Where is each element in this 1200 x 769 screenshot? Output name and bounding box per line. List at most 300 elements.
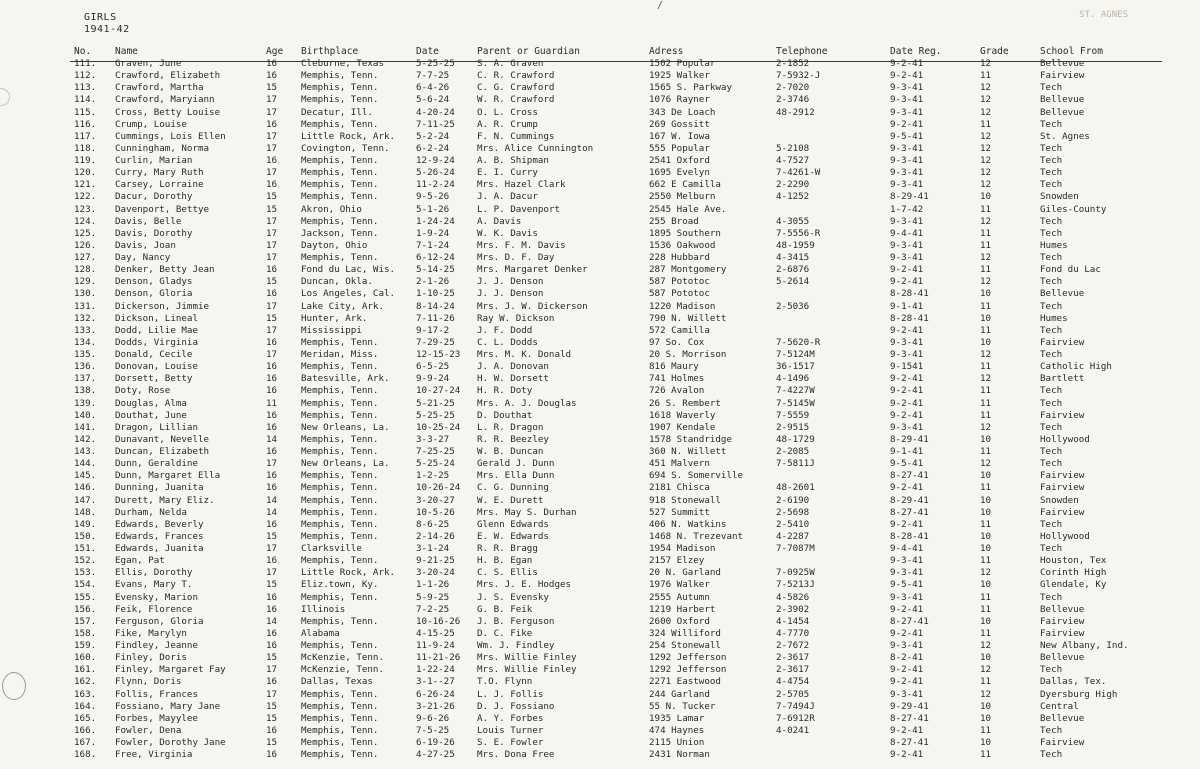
cell-school-from: Fairview [1040,470,1085,482]
cell-birth-date: 7-25-25 [416,446,455,457]
cell-name: Dorsett, Betty [115,373,193,385]
cell-birth-date: 8-14-24 [416,300,455,312]
cell-age: 17 [266,142,278,154]
cell-birth-date: 5-25-25 [416,409,455,421]
cell-age: 15 [266,82,278,94]
cell-name: Dacur, Dorothy [115,191,193,203]
cell-birth-date: 4-27-25 [416,749,455,761]
cell-birth-date: 7-29-25 [416,336,455,348]
cell-birthplace: Memphis, Tenn. [301,252,379,263]
cell-telephone: 2-7020 [776,82,810,94]
cell-parent: Wm. J. Findley [477,640,555,651]
cell-address: 2545 Hale Ave. [649,203,727,215]
cell-number: 164. [74,700,97,712]
cell-name: Findley, Jeanne [115,640,198,651]
cell-address: 1618 Waverly [649,409,716,421]
cell-school-from: Fairview [1040,70,1085,82]
cell-birthplace: Fond du Lac, Wis. [301,264,396,276]
cell-name: Dunn, Margaret Ella [115,470,221,482]
cell-name: Dragon, Lillian [115,421,198,433]
cell-telephone: 4-1496 [776,373,810,385]
cell-grade: 12 [980,82,992,94]
cell-address: 255 Broad [649,215,699,227]
cell-address: 1502 Popular [649,58,716,69]
cell-number: 121. [74,179,97,191]
cell-birth-date: 7-5-25 [416,724,450,736]
cell-birthplace: Memphis, Tenn. [301,385,379,397]
cell-age: 15 [266,700,278,712]
cell-age: 17 [266,688,278,700]
cell-school-from: Tech [1040,421,1063,433]
cell-grade: 10 [980,288,992,300]
table-row [0,325,1200,337]
cell-telephone: 4-1454 [776,615,810,627]
cell-birthplace: Memphis, Tenn. [301,361,379,373]
cell-name: Crump, Louise [115,118,187,130]
cell-number: 168. [74,749,97,761]
cell-address: 1578 Standridge [649,433,732,445]
cell-grade: 11 [980,409,992,421]
cell-grade: 10 [980,336,992,348]
cell-grade: 11 [980,70,992,82]
cell-grade: 11 [980,300,992,312]
cell-age: 11 [266,397,278,409]
cell-parent: Glenn Edwards [477,518,549,530]
cell-telephone: 4-7527 [776,155,810,166]
cell-school-from: Humes [1040,312,1068,324]
cell-age: 16 [266,58,278,69]
cell-birth-date: 11-21-26 [416,652,461,664]
cell-date-reg: 8-28-41 [890,530,929,542]
cell-birthplace: Illinois [301,603,346,615]
cell-parent: Mrs. Ella Dunn [477,470,555,482]
cell-date-reg: 9-3-41 [890,155,924,166]
cell-name: Crawford, Maryiann [115,94,215,106]
cell-birthplace: Hunter, Ark. [301,312,368,324]
cell-date-reg: 9-5-41 [890,579,924,591]
cell-birthplace: Los Angeles, Cal. [301,288,396,300]
cell-birthplace: Memphis, Tenn. [301,179,379,191]
cell-address: 726 Avalon [649,385,705,397]
cell-birthplace: Memphis, Tenn. [301,518,379,530]
cell-age: 16 [266,264,278,276]
cell-birth-date: 3-1--27 [416,676,455,688]
table-row [0,361,1200,373]
cell-birthplace: Memphis, Tenn. [301,409,379,421]
cell-telephone: 2-6876 [776,264,810,276]
cell-school-from: Tech [1040,118,1063,130]
cell-birth-date: 1-10-25 [416,288,455,300]
table-row [0,216,1200,228]
cell-address: 527 Summitt [649,506,710,518]
cell-number: 113. [74,82,97,94]
cell-grade: 10 [980,579,992,591]
cell-name: Graven, June [115,58,182,69]
cell-date-reg: 9-2-41 [890,373,924,385]
cell-name: Cross, Betty Louise [115,106,221,118]
cell-name: Edwards, Beverly [115,518,204,530]
cell-age: 17 [266,324,278,336]
cell-number: 153. [74,567,97,579]
cell-birthplace: Memphis, Tenn. [301,506,379,518]
cell-date-reg: 9-3-41 [890,82,924,94]
cell-grade: 11 [980,749,992,761]
cell-parent: H. R. Doty [477,385,533,397]
cell-school-from: Bellevue [1040,603,1085,615]
cell-telephone: 2-5410 [776,518,810,530]
table-row [0,531,1200,543]
cell-parent: T.O. Flynn [477,676,533,688]
cell-parent: H. W. Dorsett [477,373,549,385]
cell-name: Evans, Mary T. [115,579,193,591]
cell-address: 97 So. Cox [649,336,705,348]
cell-date-reg: 9-3-41 [890,252,924,263]
cell-parent: S. E. Fowler [477,737,544,748]
cell-school-from: Tech [1040,276,1063,288]
cell-name: Durett, Mary Eliz. [115,494,215,506]
cell-birthplace: Memphis, Tenn. [301,530,379,542]
cell-date-reg: 8-27-41 [890,506,929,518]
cell-birth-date: 6-2-24 [416,142,450,154]
cell-number: 129. [74,276,97,288]
cell-telephone: 7-5620-R [776,336,821,348]
cell-birth-date: 9-21-25 [416,555,455,567]
cell-address: 474 Haynes [649,724,705,736]
cell-birthplace: Memphis, Tenn. [301,155,379,166]
cell-grade: 11 [980,361,992,373]
cell-grade: 12 [980,373,992,385]
table-row [0,725,1200,737]
cell-telephone: 7-5811J [776,458,815,470]
table-row [0,495,1200,507]
cell-birthplace: Memphis, Tenn. [301,700,379,712]
cell-parent: Mrs. J. W. Dickerson [477,300,588,312]
cell-number: 157. [74,615,97,627]
cell-grade: 10 [980,494,992,506]
table-row [0,313,1200,325]
cell-school-from: Tech [1040,518,1063,530]
cell-address: 20 N. Garland [649,567,721,579]
cell-parent: C. R. Crawford [477,70,555,82]
cell-address: 343 De Loach [649,106,716,118]
cell-birthplace: Batesville, Ark. [301,373,390,385]
table-row [0,640,1200,652]
cell-school-from: Snowden [1040,494,1079,506]
col-header-name: Name [115,46,138,57]
table-row [0,131,1200,143]
cell-date-reg: 9-3-41 [890,336,924,348]
cell-parent: A. R. Crump [477,118,538,130]
cell-birthplace: Memphis, Tenn. [301,336,379,348]
cell-birth-date: 5-1-26 [416,203,450,215]
cell-age: 16 [266,288,278,300]
cell-date-reg: 9-1-41 [890,300,924,312]
cell-parent: D. J. Fossiano [477,700,555,712]
cell-birthplace: Covington, Tenn. [301,142,390,154]
cell-age: 15 [266,530,278,542]
cell-name: Dodds, Virginia [115,336,198,348]
cell-birthplace: Jackson, Tenn. [301,227,379,239]
cell-grade: 12 [980,276,992,288]
cell-telephone: 48-2601 [776,482,815,494]
table-row [0,191,1200,203]
cell-age: 16 [266,676,278,688]
col-header-date-reg: Date Reg. [890,46,942,57]
cell-grade: 11 [980,227,992,239]
cell-parent: Mrs. A. J. Douglas [477,397,577,409]
cell-name: Davenport, Bettye [115,203,210,215]
cell-date-reg: 9-3-41 [890,349,924,360]
cell-name: Edwards, Frances [115,530,204,542]
cell-date-reg: 8-29-41 [890,191,929,203]
cell-age: 15 [266,203,278,215]
cell-name: Feik, Florence [115,603,193,615]
cell-address: 2600 Oxford [649,615,710,627]
col-header-school-from: School From [1040,46,1103,57]
cell-date-reg: 9-2-41 [890,749,924,761]
cell-date-reg: 9-2-41 [890,627,924,639]
cell-telephone: 2-5698 [776,506,810,518]
cell-telephone: 7-6912R [776,712,815,724]
table-row [0,410,1200,422]
cell-age: 16 [266,640,278,651]
cell-number: 156. [74,603,97,615]
cell-grade: 12 [980,421,992,433]
table-row [0,689,1200,701]
cell-date-reg: 9-2-41 [890,385,924,397]
cell-address: 1565 S. Parkway [649,82,732,94]
cell-age: 17 [266,215,278,227]
cell-grade: 12 [980,130,992,142]
cell-parent: W. E. Durett [477,494,544,506]
cell-date-reg: 8-2-41 [890,652,924,664]
cell-grade: 11 [980,676,992,688]
cell-birth-date: 4-20-24 [416,106,455,118]
cell-age: 17 [266,106,278,118]
cell-birthplace: Duncan, Okla. [301,276,373,288]
cell-name: Dunn, Geraldine [115,458,198,470]
cell-telephone: 2-2290 [776,179,810,191]
cell-telephone: 4-0241 [776,724,810,736]
cell-name: Davis, Joan [115,239,176,251]
cell-date-reg: 9-1-41 [890,446,924,457]
cell-address: 572 Camilla [649,324,710,336]
cell-birth-date: 7-11-25 [416,118,455,130]
cell-birthplace: Memphis, Tenn. [301,749,379,761]
table-row [0,349,1200,361]
cell-grade: 12 [980,458,992,470]
cell-grade: 10 [980,652,992,664]
cell-age: 16 [266,409,278,421]
cell-grade: 10 [980,506,992,518]
cell-grade: 11 [980,627,992,639]
cell-number: 150. [74,530,97,542]
table-row [0,143,1200,155]
cell-name: Crawford, Martha [115,82,204,94]
cell-school-from: Bartlett [1040,373,1085,385]
table-row [0,301,1200,313]
table-row [0,252,1200,264]
cell-telephone: 4-3415 [776,252,810,263]
cell-address: 269 Gossitt [649,118,710,130]
cell-birthplace: Memphis, Tenn. [301,737,379,748]
cell-grade: 10 [980,433,992,445]
cell-name: Carsey, Lorraine [115,179,204,191]
cell-name: Finley, Doris [115,652,187,664]
cell-number: 167. [74,737,97,748]
cell-age: 16 [266,70,278,82]
cell-number: 165. [74,712,97,724]
cell-address: 790 N. Willett [649,312,727,324]
cell-number: 139. [74,397,97,409]
cell-date-reg: 9-2-41 [890,482,924,494]
cell-birthplace: Memphis, Tenn. [301,688,379,700]
cell-birth-date: 6-19-26 [416,737,455,748]
cell-address: 1536 Oakwood [649,239,716,251]
cell-age: 14 [266,506,278,518]
cell-grade: 12 [980,640,992,651]
cell-name: Donovan, Louise [115,361,198,373]
cell-birth-date: 10-25-24 [416,421,461,433]
cell-date-reg: 8-27-41 [890,712,929,724]
cell-school-from: Houston, Tex [1040,555,1107,567]
cell-school-from: Hollywood [1040,530,1090,542]
cell-telephone: 4-5826 [776,591,810,603]
cell-address: 2541 Oxford [649,155,710,166]
cell-address: 2115 Union [649,737,705,748]
cell-telephone: 4-3055 [776,215,810,227]
cell-address: 1925 Walker [649,70,710,82]
cell-number: 160. [74,652,97,664]
cell-number: 158. [74,627,97,639]
cell-grade: 10 [980,615,992,627]
cell-parent: R. R. Bragg [477,543,538,554]
cell-grade: 10 [980,530,992,542]
table-row [0,676,1200,688]
cell-name: Douthat, June [115,409,187,421]
cell-date-reg: 9-2-41 [890,518,924,530]
cell-birth-date: 3-20-24 [416,567,455,579]
cell-parent: C. S. Ellis [477,567,538,579]
cell-name: Free, Virginia [115,749,193,761]
cell-birthplace: Memphis, Tenn. [301,167,379,179]
student-table [0,58,1200,761]
table-row [0,82,1200,94]
cell-age: 17 [266,458,278,470]
cell-age: 16 [266,385,278,397]
cell-number: 162. [74,676,97,688]
cell-school-from: Tech [1040,591,1063,603]
cell-grade: 12 [980,94,992,106]
cell-birth-date: 10-26-24 [416,482,461,494]
cell-school-from: Fairview [1040,615,1085,627]
cell-name: Davis, Dorothy [115,227,193,239]
cell-school-from: Tech [1040,385,1063,397]
cell-age: 14 [266,433,278,445]
cell-date-reg: 9-2-41 [890,264,924,276]
cell-school-from: Tech [1040,749,1063,761]
cell-number: 148. [74,506,97,518]
cell-birth-date: 3-20-27 [416,494,455,506]
cell-name: Durham, Nelda [115,506,187,518]
cell-grade: 12 [980,252,992,263]
cell-age: 16 [266,118,278,130]
cell-school-from: Tech [1040,397,1063,409]
cell-name: Finley, Margaret Fay [115,664,226,676]
table-row [0,70,1200,82]
cell-telephone: 4-7770 [776,627,810,639]
table-row [0,507,1200,519]
cell-birth-date: 11-2-24 [416,179,455,191]
cell-telephone: 48-2912 [776,106,815,118]
cell-birthplace: Memphis, Tenn. [301,555,379,567]
cell-address: 244 Garland [649,688,710,700]
cell-parent: R. R. Beezley [477,433,549,445]
cell-age: 17 [266,664,278,676]
cell-parent: A. Davis [477,215,522,227]
cell-school-from: New Albany, Ind. [1040,640,1129,651]
cell-address: 2157 Elzey [649,555,705,567]
cell-grade: 12 [980,58,992,69]
cell-school-from: Fairview [1040,336,1085,348]
cell-telephone: 7-7494J [776,700,815,712]
cell-grade: 11 [980,324,992,336]
cell-parent: Mrs. Margaret Denker [477,264,588,276]
cell-grade: 11 [980,203,992,215]
cell-birth-date: 9-9-24 [416,373,450,385]
table-row [0,385,1200,397]
col-header-address: Adress [649,46,684,57]
cell-age: 14 [266,615,278,627]
cell-number: 155. [74,591,97,603]
table-row [0,664,1200,676]
cell-parent: J. A. Donovan [477,361,549,373]
cell-age: 17 [266,252,278,263]
cell-number: 146. [74,482,97,494]
cell-age: 17 [266,227,278,239]
cell-grade: 10 [980,700,992,712]
table-row [0,713,1200,725]
table-row [0,204,1200,216]
cell-address: 1292 Jefferson [649,652,727,664]
cell-name: Evensky, Marion [115,591,198,603]
cell-age: 17 [266,239,278,251]
cell-parent: Mrs. Willie Finley [477,652,577,664]
cell-address: 167 W. Iowa [649,130,710,142]
cell-parent: O. L. Cross [477,106,538,118]
cell-grade: 11 [980,264,992,276]
cell-school-from: Snowden [1040,191,1079,203]
cell-parent: C. G. Crawford [477,82,555,94]
cell-number: 142. [74,433,97,445]
table-row [0,119,1200,131]
cell-date-reg: 8-27-41 [890,470,929,482]
cell-age: 15 [266,579,278,591]
cell-parent: J. B. Ferguson [477,615,555,627]
cell-birth-date: 10-5-26 [416,506,455,518]
cell-birthplace: Memphis, Tenn. [301,615,379,627]
cell-address: 555 Popular [649,142,710,154]
cell-grade: 11 [980,724,992,736]
cell-address: 406 N. Watkins [649,518,727,530]
table-row [0,652,1200,664]
cell-number: 119. [74,155,97,166]
cell-school-from: Glendale, Ky [1040,579,1107,591]
cell-birth-date: 5-6-24 [416,94,450,106]
cell-name: Dickson, Lineal [115,312,198,324]
table-row [0,737,1200,749]
cell-grade: 12 [980,106,992,118]
